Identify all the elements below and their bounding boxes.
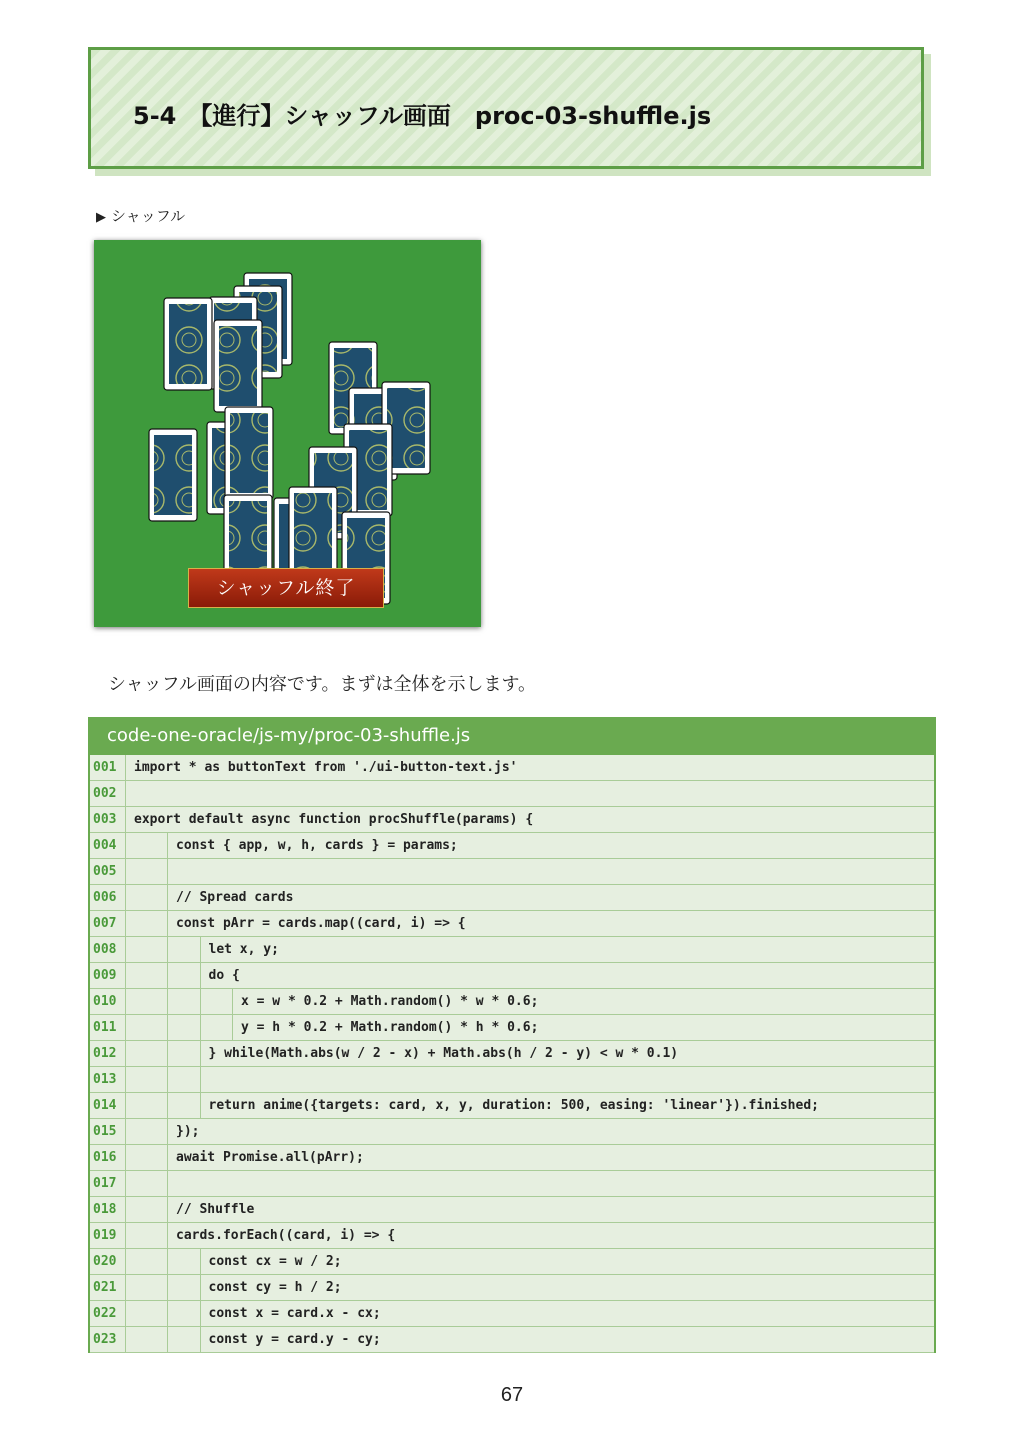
code-body xyxy=(88,755,936,1353)
code-line xyxy=(90,1145,934,1171)
indent-guide xyxy=(126,963,168,988)
card-back-icon xyxy=(164,298,212,390)
code-line xyxy=(90,1171,934,1197)
indent-guide xyxy=(126,1327,168,1352)
code-text: const x = card.x - cx; xyxy=(208,1306,381,1321)
card-back-icon xyxy=(289,487,337,579)
code-line xyxy=(90,1327,934,1353)
indent-guide xyxy=(201,1015,234,1040)
line-number: 021 xyxy=(90,1275,126,1300)
line-number: 004 xyxy=(90,833,126,858)
indent-guide xyxy=(126,1301,168,1326)
code-line xyxy=(90,1093,934,1119)
code-line xyxy=(90,1041,934,1067)
code-text: }); xyxy=(176,1124,200,1139)
code-text: const pArr = cards.map((card, i) => { xyxy=(176,916,466,931)
indent-guide xyxy=(168,1275,201,1300)
figure-caption-text: シャッフル xyxy=(111,207,186,225)
code-line xyxy=(90,781,934,807)
page-number: 67 xyxy=(500,1384,524,1406)
code-text: const cy = h / 2; xyxy=(208,1280,342,1295)
indent-guide xyxy=(126,1145,168,1170)
indent-guide xyxy=(126,1249,168,1274)
indent-guide xyxy=(126,1223,168,1248)
line-number: 006 xyxy=(90,885,126,910)
code-line xyxy=(90,1223,934,1249)
code-text: x = w * 0.2 + Math.random() * w * 0.6; xyxy=(241,994,539,1009)
indent-guide xyxy=(126,859,168,884)
code-filename: code-one-oracle/js-my/proc-03-shuffle.js xyxy=(88,717,936,755)
code-line xyxy=(90,885,934,911)
section-title: 5-4 【進行】シャッフル画面 proc-03-shuffle.js xyxy=(133,102,712,130)
code-text: // Shuffle xyxy=(176,1202,255,1217)
shuffle-end-button[interactable]: シャッフル終了 xyxy=(188,568,384,608)
line-number: 023 xyxy=(90,1327,126,1352)
code-line xyxy=(90,1067,934,1093)
indent-guide xyxy=(126,1015,168,1040)
line-number: 005 xyxy=(90,859,126,884)
code-text: } while(Math.abs(w / 2 - x) + Math.abs(h / 2 - y) < w * 0.1) xyxy=(208,1046,679,1061)
code-text: import * as buttonText from './ui-button-text.js' xyxy=(134,760,518,775)
code-text: do { xyxy=(208,968,240,983)
line-number: 016 xyxy=(90,1145,126,1170)
indent-guide xyxy=(168,937,201,962)
code-text: await Promise.all(pArr); xyxy=(176,1150,364,1165)
indent-guide xyxy=(126,1275,168,1300)
code-line xyxy=(90,963,934,989)
line-number: 003 xyxy=(90,807,126,832)
code-text: const cx = w / 2; xyxy=(208,1254,342,1269)
indent-guide xyxy=(168,989,201,1014)
indent-guide xyxy=(126,885,168,910)
code-text: let x, y; xyxy=(208,942,279,957)
section-header xyxy=(88,47,924,169)
line-number: 010 xyxy=(90,989,126,1014)
intro-paragraph: シャッフル画面の内容です。まずは全体を示します。 xyxy=(108,674,537,695)
code-line xyxy=(90,833,934,859)
code-line xyxy=(90,859,934,885)
line-number: 011 xyxy=(90,1015,126,1040)
indent-guide xyxy=(168,1041,201,1066)
code-listing xyxy=(88,717,936,1353)
indent-guide xyxy=(168,1067,201,1092)
indent-guide xyxy=(168,1093,201,1118)
line-number: 013 xyxy=(90,1067,126,1092)
code-line xyxy=(90,1301,934,1327)
indent-guide xyxy=(126,1067,168,1092)
triangle-marker-icon: ▶ xyxy=(96,210,106,225)
code-text: export default async function procShuffle(params) { xyxy=(134,812,534,827)
indent-guide xyxy=(126,1171,168,1196)
line-number: 018 xyxy=(90,1197,126,1222)
card-back-icon xyxy=(214,320,262,412)
indent-guide xyxy=(126,1093,168,1118)
code-line xyxy=(90,1119,934,1145)
line-number: 019 xyxy=(90,1223,126,1248)
indent-guide xyxy=(201,989,234,1014)
code-line xyxy=(90,911,934,937)
indent-guide xyxy=(126,937,168,962)
indent-guide xyxy=(126,911,168,936)
code-text: return anime({targets: card, x, y, duration: 500, easing: 'linear'}).finished; xyxy=(208,1098,819,1113)
indent-guide xyxy=(168,1301,201,1326)
line-number: 009 xyxy=(90,963,126,988)
line-number: 015 xyxy=(90,1119,126,1144)
code-line xyxy=(90,1015,934,1041)
line-number: 017 xyxy=(90,1171,126,1196)
code-line xyxy=(90,755,934,781)
line-number: 020 xyxy=(90,1249,126,1274)
indent-guide xyxy=(168,1249,201,1274)
card-back-icon xyxy=(149,429,197,521)
indent-guide xyxy=(126,1197,168,1222)
line-number: 007 xyxy=(90,911,126,936)
shuffle-screen-figure xyxy=(94,240,481,627)
indent-guide xyxy=(126,833,168,858)
code-line xyxy=(90,989,934,1015)
line-number: 014 xyxy=(90,1093,126,1118)
code-line xyxy=(90,937,934,963)
code-line xyxy=(90,1249,934,1275)
code-line xyxy=(90,1275,934,1301)
code-line xyxy=(90,1197,934,1223)
indent-guide xyxy=(168,963,201,988)
code-text: const { app, w, h, cards } = params; xyxy=(176,838,458,853)
indent-guide xyxy=(126,1119,168,1144)
code-text: // Spread cards xyxy=(176,890,294,905)
line-number: 002 xyxy=(90,781,126,806)
line-number: 012 xyxy=(90,1041,126,1066)
code-text: const y = card.y - cy; xyxy=(208,1332,381,1347)
indent-guide xyxy=(168,1327,201,1352)
indent-guide xyxy=(126,989,168,1014)
line-number: 001 xyxy=(90,755,126,780)
line-number: 008 xyxy=(90,937,126,962)
code-line xyxy=(90,807,934,833)
line-number: 022 xyxy=(90,1301,126,1326)
code-text: cards.forEach((card, i) => { xyxy=(176,1228,396,1243)
card-back-icon xyxy=(225,407,273,499)
indent-guide xyxy=(168,1015,201,1040)
code-text: y = h * 0.2 + Math.random() * h * 0.6; xyxy=(241,1020,539,1035)
figure-caption xyxy=(96,205,185,226)
indent-guide xyxy=(126,1041,168,1066)
